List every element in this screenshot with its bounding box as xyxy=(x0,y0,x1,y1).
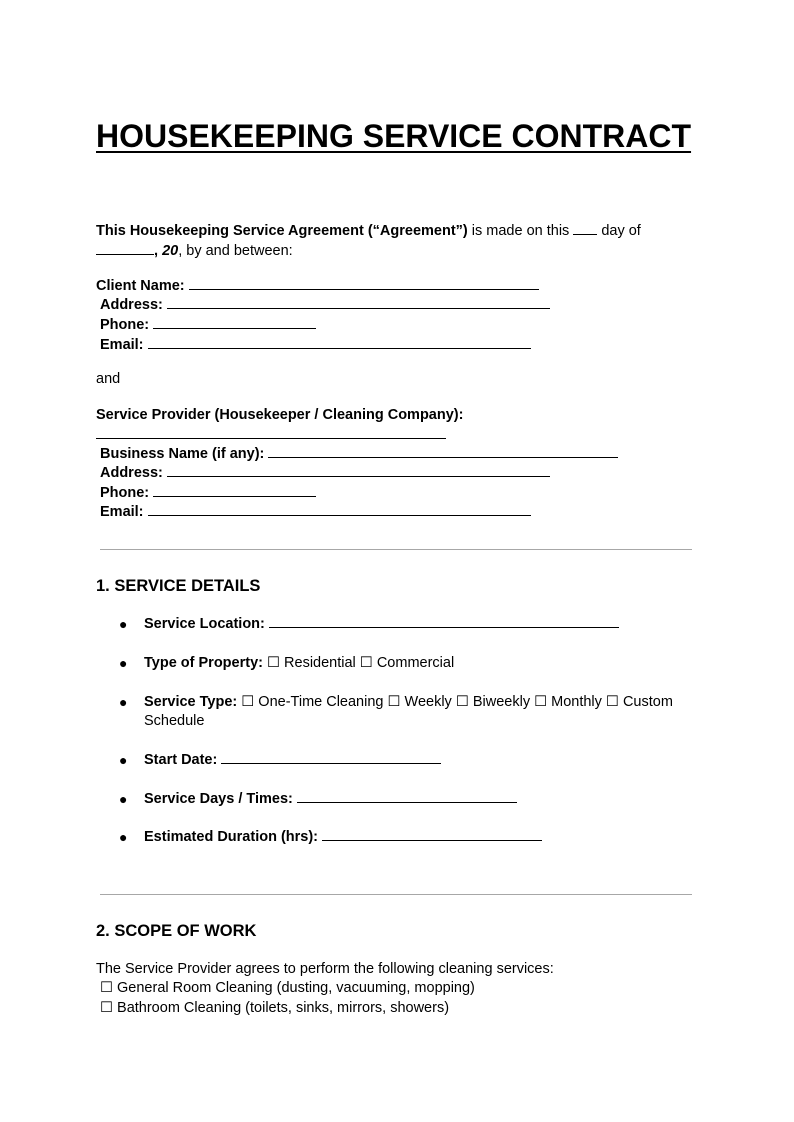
bullet-icon: ● xyxy=(119,829,128,845)
service-type-row xyxy=(144,692,673,712)
bullet-icon: ● xyxy=(119,694,128,710)
intro-comma: , xyxy=(154,243,159,259)
provider-phone-label: Phone: xyxy=(100,485,150,501)
estimated-duration-label: Estimated Duration (hrs): xyxy=(144,829,319,845)
bullet-icon: ● xyxy=(119,752,128,768)
service-type-options-cont: Schedule xyxy=(144,713,205,729)
service-location-field[interactable] xyxy=(269,614,619,628)
provider-name-row xyxy=(96,425,446,445)
intro-text-2: day of xyxy=(597,223,641,239)
service-location-row xyxy=(144,614,619,634)
scope-intro: The Service Provider agrees to perform the following cleaning services: xyxy=(96,961,554,977)
provider-address-row xyxy=(100,463,550,483)
service-days-field[interactable] xyxy=(297,789,517,803)
provider-address-field[interactable] xyxy=(167,463,550,477)
bullet-icon: ● xyxy=(119,791,128,807)
service-days-row xyxy=(144,789,517,809)
intro-line-2 xyxy=(96,241,293,261)
service-days-label: Service Days / Times: xyxy=(144,791,293,807)
section-divider-2 xyxy=(100,894,692,895)
business-name-field[interactable] xyxy=(268,444,618,458)
scope-item-bathroom[interactable]: ☐ Bathroom Cleaning (toilets, sinks, mirrors, showers) xyxy=(100,1000,450,1016)
client-address-row xyxy=(100,295,550,315)
client-phone-row xyxy=(100,315,316,335)
client-email-row xyxy=(100,335,531,355)
intro-text-1: is made on this xyxy=(467,223,574,239)
section-1-heading: 1. SERVICE DETAILS xyxy=(96,577,261,595)
service-location-label: Service Location: xyxy=(144,616,265,632)
client-email-field[interactable] xyxy=(148,335,531,349)
provider-phone-field[interactable] xyxy=(153,483,316,497)
client-name-label: Client Name: xyxy=(96,278,185,294)
provider-address-label: Address: xyxy=(100,465,163,481)
bullet-icon: ● xyxy=(119,616,128,632)
and-text: and xyxy=(96,371,121,387)
client-name-field[interactable] xyxy=(189,276,539,290)
section-2-heading: 2. SCOPE OF WORK xyxy=(96,922,257,940)
service-type-options[interactable]: ☐ One-Time Cleaning ☐ Weekly ☐ Biweekly ☐ Monthly ☐ Custom xyxy=(241,694,673,710)
day-blank[interactable] xyxy=(573,221,597,235)
provider-heading xyxy=(96,405,463,425)
start-date-label: Start Date: xyxy=(144,752,218,768)
document-title: HOUSEKEEPING SERVICE CONTRACT xyxy=(96,118,692,154)
provider-email-field[interactable] xyxy=(148,502,531,516)
property-type-label: Type of Property: xyxy=(144,655,263,671)
provider-name-field[interactable] xyxy=(96,425,446,439)
bullet-icon: ● xyxy=(119,655,128,671)
client-phone-label: Phone: xyxy=(100,317,150,333)
client-phone-field[interactable] xyxy=(153,315,316,329)
estimated-duration-row xyxy=(144,827,542,847)
intro-year: 20 xyxy=(162,243,179,259)
commercial-checkbox[interactable]: ☐ Commercial xyxy=(359,655,455,671)
start-date-field[interactable] xyxy=(221,750,441,764)
residential-checkbox[interactable]: ☐ Residential xyxy=(267,655,356,671)
section-divider-1 xyxy=(100,549,692,550)
property-type-row xyxy=(144,653,454,673)
client-email-label: Email: xyxy=(100,337,144,353)
month-blank[interactable] xyxy=(96,241,154,255)
intro-line-1 xyxy=(96,221,641,241)
client-name-row xyxy=(96,276,539,296)
business-name-row xyxy=(100,444,618,464)
intro-bold-lead: This Housekeeping Service Agreement (“Agreement”) xyxy=(96,223,468,239)
client-address-field[interactable] xyxy=(167,295,550,309)
provider-phone-row xyxy=(100,483,316,503)
provider-email-row xyxy=(100,502,531,522)
business-name-label: Business Name (if any): xyxy=(100,446,265,462)
provider-email-label: Email: xyxy=(100,504,144,520)
provider-heading-text: Service Provider (Housekeeper / Cleaning Company): xyxy=(96,407,464,423)
intro-text-3: , by and between: xyxy=(178,243,293,259)
scope-item-general-room[interactable]: ☐ General Room Cleaning (dusting, vacuuming, mopping) xyxy=(100,980,475,996)
estimated-duration-field[interactable] xyxy=(322,827,542,841)
service-type-label: Service Type: xyxy=(144,694,238,710)
start-date-row xyxy=(144,750,441,770)
client-address-label: Address: xyxy=(100,297,163,313)
